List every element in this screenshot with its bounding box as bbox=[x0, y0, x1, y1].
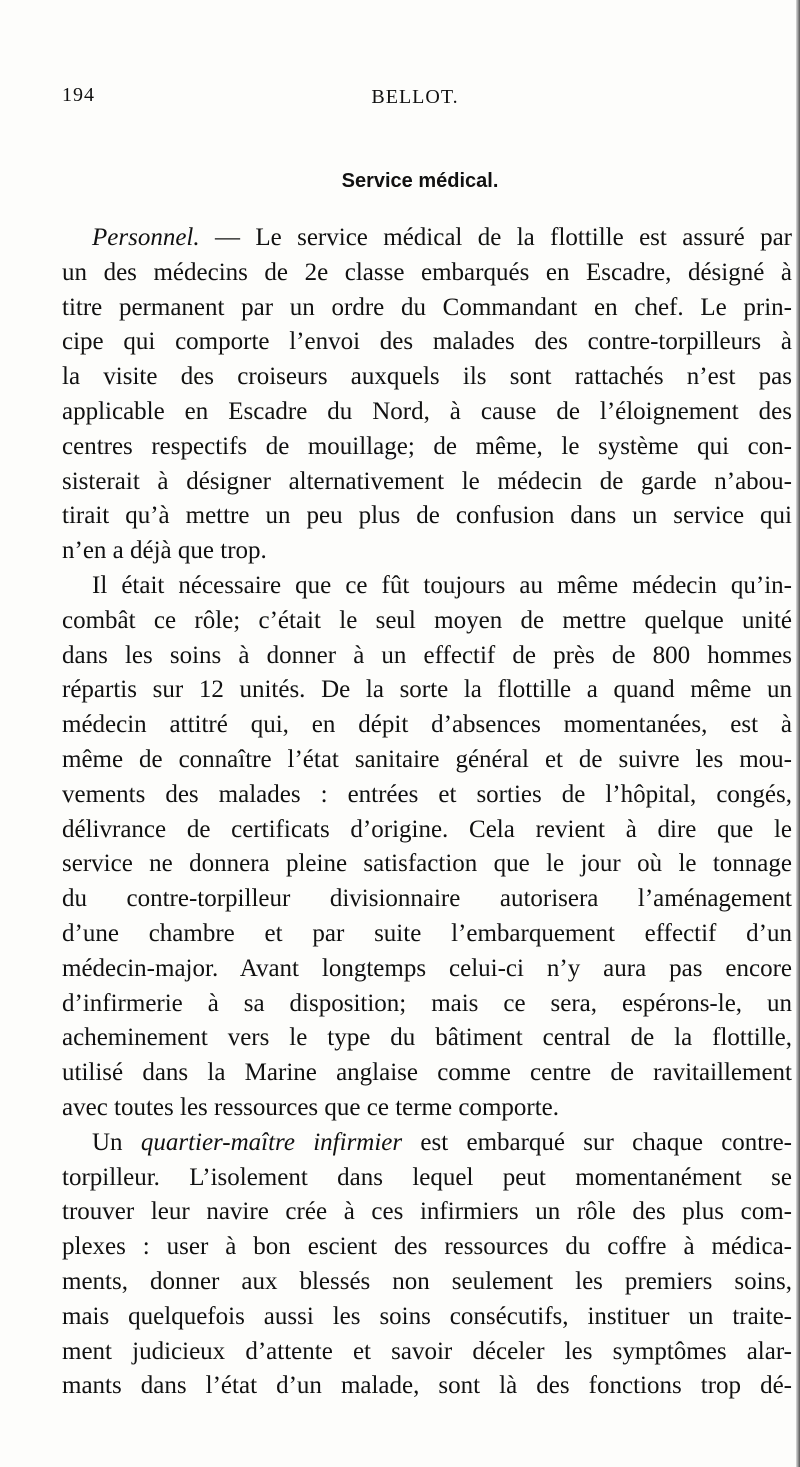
text-line: avec toutes les ressources que ce terme comporte. bbox=[62, 1093, 560, 1121]
text-line: combât ce rôle; c’était le seul moyen de mettre quelque unité bbox=[62, 606, 792, 634]
text-line: délivrance de certificats d’origine. Cela revient à dire que le bbox=[62, 815, 792, 843]
text-line: mants dans l’état d’un malade, sont là des fonctions trop dé- bbox=[62, 1372, 792, 1400]
text-line: tirait qu’à mettre un peu plus de confusion dans un service qui bbox=[62, 502, 792, 530]
running-head: BELLOT. bbox=[371, 86, 459, 108]
text-line: même de connaître l’état sanitaire général et de suivre les mou- bbox=[62, 745, 792, 773]
paragraph-prefix: Un bbox=[92, 1128, 141, 1156]
text-line: titre permanent par un ordre du Commandant en chef. Le prin- bbox=[62, 293, 792, 321]
page-number: 194 bbox=[62, 84, 95, 106]
paragraph-label: quartier-maître infirmier bbox=[140, 1128, 403, 1156]
text-line: acheminement vers le type du bâtiment central de la flottille, bbox=[62, 1024, 792, 1052]
text-line: Un quartier-maître infirmier est embarqué sur chaque contre- bbox=[92, 1128, 792, 1156]
text-line: d’infirmerie à sa disposition; mais ce sera, espérons-le, un bbox=[62, 989, 792, 1017]
text-line: Il était nécessaire que ce fût toujours au même médecin qu’in- bbox=[92, 571, 792, 599]
text-line: du contre-torpilleur divisionnaire autorisera l’aménagement bbox=[62, 885, 792, 913]
text-line: médecin-major. Avant longtemps celui-ci n’y aura pas encore bbox=[62, 954, 792, 982]
text-line: un des médecins de 2e classe embarqués en Escadre, désigné à bbox=[62, 258, 792, 286]
text-line: répartis sur 12 unités. De la sorte la flottille a quand même un bbox=[62, 676, 792, 704]
paragraph-label: Personnel. bbox=[92, 224, 200, 251]
text-line: plexes : user à bon escient des ressources du coffre à médica- bbox=[62, 1233, 792, 1261]
text-line: ment judicieux d’attente et savoir déceler les symptômes alar- bbox=[62, 1337, 792, 1365]
text-line: médecin attitré qui, en dépit d’absences momentanées, est à bbox=[62, 711, 792, 739]
text-line: dans les soins à donner à un effectif de près de 800 hommes bbox=[62, 641, 792, 669]
text-line: service ne donnera pleine satisfaction que le jour où le tonnage bbox=[62, 850, 792, 878]
text-line: cipe qui comporte l’envoi des malades des contre-torpilleurs à bbox=[62, 328, 792, 356]
text-line: trouver leur navire crée à ces infirmiers un rôle des plus com- bbox=[62, 1198, 792, 1226]
text-line: sisterait à désigner alternativement le médecin de garde n’abou- bbox=[62, 467, 792, 495]
text-line: mais quelquefois aussi les soins consécutifs, instituer un traite- bbox=[62, 1302, 792, 1330]
text-line: utilisé dans la Marine anglaise comme centre de ravitaillement bbox=[62, 1059, 792, 1087]
text-line: centres respectifs de mouillage; de même, le système qui con- bbox=[62, 432, 792, 460]
section-title: Service médical. bbox=[341, 170, 499, 192]
text-line: la visite des croiseurs auxquels ils sont rattachés n’est pas bbox=[62, 363, 792, 391]
text-line: Personnel. — Le service médical de la flottille est assuré par bbox=[92, 224, 792, 251]
body-text bbox=[62, 221, 792, 1404]
page-header bbox=[0, 84, 800, 114]
text-line: vements des malades : entrées et sorties de l’hôpital, congés, bbox=[62, 780, 792, 808]
scan-edge bbox=[796, 0, 800, 1467]
text-line: d’une chambre et par suite l’embarquement effectif d’un bbox=[62, 919, 792, 947]
text-line: ments, donner aux blessés non seulement les premiers soins, bbox=[62, 1267, 792, 1295]
text-line: torpilleur. L’isolement dans lequel peut momentanément se bbox=[62, 1163, 792, 1191]
text-line: applicable en Escadre du Nord, à cause de l’éloignement des bbox=[62, 397, 792, 425]
text-line: n’en a déjà que trop. bbox=[62, 537, 267, 565]
